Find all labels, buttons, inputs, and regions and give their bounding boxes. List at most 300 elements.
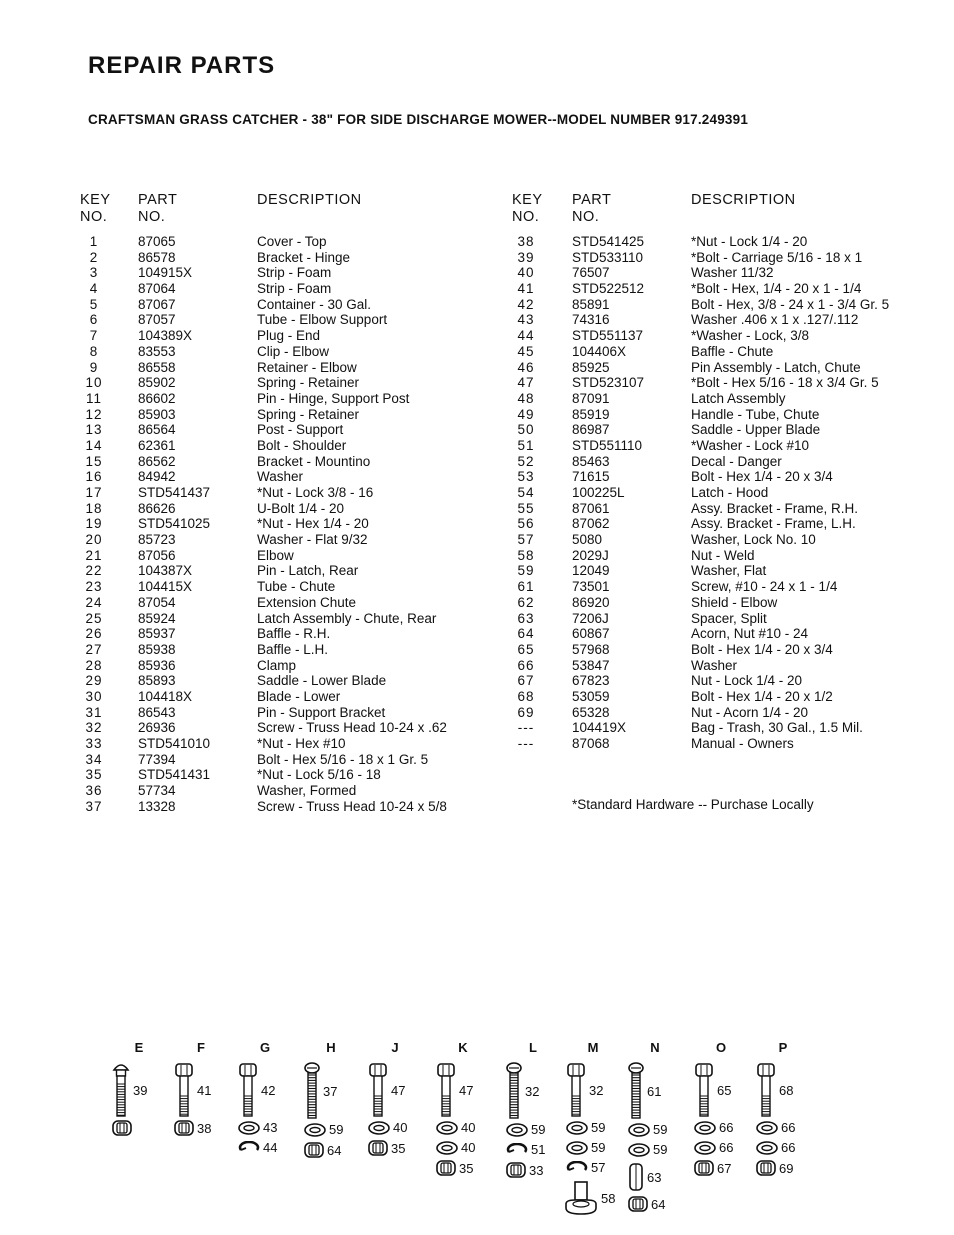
hardware-item (506, 1142, 545, 1157)
part-description: Tube - Elbow Support (257, 312, 388, 328)
hardware-key-number: 35 (459, 1160, 474, 1176)
hardware-key-number: 32 (589, 1082, 604, 1098)
nut-icon (628, 1196, 648, 1212)
key-no: 2 (89, 249, 99, 265)
hardware-key-number: 58 (601, 1190, 616, 1206)
hardware-key-number: 40 (461, 1140, 476, 1155)
part-no: STD551110 (572, 437, 643, 453)
key-no: 55 (517, 500, 535, 516)
hardware-group (364, 1040, 426, 1210)
part-no: 85891 (572, 296, 610, 312)
hardware-item (566, 1062, 603, 1118)
part-description: Bracket - Mountino (257, 453, 371, 469)
screw-icon (628, 1062, 644, 1120)
part-description: Nut - Acorn 1/4 - 20 (691, 704, 809, 720)
washer-icon (756, 1121, 778, 1135)
part-no: 60867 (572, 626, 610, 642)
hardware-key-number: 32 (525, 1083, 540, 1099)
washer-icon (694, 1141, 716, 1155)
key-no: 1 (89, 234, 99, 249)
key-no: 50 (517, 422, 535, 438)
part-no: 87061 (572, 500, 610, 516)
part-description: Nut - Weld (691, 547, 755, 563)
part-no: 87091 (572, 390, 610, 406)
hardware-item (436, 1062, 473, 1118)
key-no: 34 (85, 751, 103, 767)
hardware-item (304, 1062, 337, 1120)
part-description: Cover - Top (257, 234, 327, 249)
hardware-item (566, 1120, 605, 1135)
washer-icon (238, 1121, 260, 1135)
part-no: STD541437 (138, 485, 211, 500)
part-no: 104389X (138, 328, 193, 344)
hardware-item (628, 1062, 661, 1120)
part-no: 85463 (572, 453, 610, 469)
hardware-group-letter: L (529, 1040, 537, 1055)
hardware-key-number: 44 (263, 1140, 278, 1155)
hardware-key-number: 33 (529, 1162, 544, 1178)
key-no: 28 (85, 657, 103, 673)
key-no: 10 (85, 375, 103, 391)
screw-icon (506, 1062, 522, 1120)
hardware-group-letter: K (458, 1040, 468, 1055)
part-no: 104419X (572, 720, 627, 736)
key-no: 69 (517, 704, 535, 720)
screw-icon (304, 1062, 320, 1120)
key-no: 65 (517, 641, 535, 657)
part-description: Pin Assembly - Latch, Chute (691, 359, 861, 375)
washer-icon (628, 1143, 650, 1157)
hardware-group-letter: M (587, 1040, 599, 1055)
hardware-item (436, 1120, 475, 1135)
hardware-key-number: 66 (719, 1120, 734, 1135)
hardware-key-number: 65 (717, 1082, 732, 1098)
hardware-key-number: 63 (647, 1169, 662, 1185)
key-no: 31 (85, 704, 103, 720)
hardware-key-number: 40 (393, 1120, 408, 1135)
part-description: Bolt - Hex 1/4 - 20 x 1/2 (691, 688, 833, 704)
hardware-group-letter: F (197, 1040, 205, 1055)
part-description: *Nut - Lock 1/4 - 20 (691, 234, 808, 249)
key-no: 36 (85, 783, 103, 799)
part-no: STD541431 (138, 767, 211, 783)
part-description: Decal - Danger (691, 453, 782, 469)
hex-bolt-icon (368, 1062, 388, 1118)
part-no: 86987 (572, 422, 610, 438)
hardware-item (436, 1140, 475, 1155)
part-description: Bolt - Shoulder (257, 437, 347, 453)
part-description: Pin - Latch, Rear (257, 563, 359, 579)
washer-icon (368, 1121, 390, 1135)
washer-icon (628, 1123, 650, 1137)
hex-bolt-icon (566, 1062, 586, 1118)
key-no: 42 (517, 296, 535, 312)
part-description: Bolt - Hex, 3/8 - 24 x 1 - 3/4 Gr. 5 (691, 296, 890, 312)
standard-hardware-footnote: *Standard Hardware -- Purchase Locally (572, 797, 814, 812)
hardware-item (756, 1140, 795, 1155)
part-no: 86920 (572, 594, 610, 610)
key-no: 46 (517, 359, 535, 375)
part-no: 85919 (572, 406, 610, 422)
key-no: 63 (517, 610, 535, 626)
part-no: STD541425 (572, 234, 645, 249)
key-no: 66 (517, 657, 535, 673)
hardware-key-number: 64 (651, 1196, 666, 1212)
key-no: 44 (517, 328, 535, 344)
part-description: Bolt - Hex 1/4 - 20 x 3/4 (691, 469, 833, 485)
part-no: 85936 (138, 657, 176, 673)
key-no: 57 (517, 532, 535, 548)
hardware-key-number: 59 (653, 1142, 668, 1157)
lock-washer-icon (238, 1141, 260, 1155)
washer-icon (436, 1121, 458, 1135)
nut-icon (304, 1142, 324, 1158)
header-description: DESCRIPTION (257, 192, 362, 208)
part-description: Screw, #10 - 24 x 1 - 1/4 (691, 579, 838, 595)
hardware-group (624, 1040, 686, 1210)
part-no: 73501 (572, 579, 610, 595)
part-description: Clamp (257, 657, 297, 673)
part-no: 86558 (138, 359, 176, 375)
part-no: STD541010 (138, 736, 211, 751)
hardware-key-number: 66 (719, 1140, 734, 1155)
part-no: 71615 (572, 469, 610, 485)
part-no: 2029J (572, 547, 609, 563)
part-no: 87065 (138, 234, 176, 249)
hardware-key-number: 35 (391, 1140, 406, 1156)
part-no: 85925 (572, 359, 610, 375)
hex-bolt-icon (436, 1062, 456, 1118)
key-no: 23 (85, 579, 103, 595)
part-description: Acorn, Nut #10 - 24 (691, 626, 809, 642)
hex-bolt-icon (694, 1062, 714, 1118)
nut-icon (436, 1160, 456, 1176)
hardware-item (756, 1062, 793, 1118)
part-no: 83553 (138, 343, 176, 359)
part-no: 87064 (138, 281, 176, 297)
hardware-group (690, 1040, 752, 1210)
part-no: 85937 (138, 626, 176, 642)
hardware-key-number: 66 (781, 1140, 796, 1155)
part-description: Tube - Chute (257, 579, 336, 595)
hardware-item (506, 1162, 543, 1178)
hardware-group (432, 1040, 494, 1210)
key-no: --- (517, 720, 535, 736)
hardware-group-letter: P (778, 1040, 788, 1055)
part-description: Handle - Tube, Chute (691, 406, 820, 422)
hardware-item (564, 1180, 615, 1216)
hardware-key-number: 40 (461, 1120, 476, 1135)
hardware-group (300, 1040, 362, 1210)
part-description: Bolt - Hex 1/4 - 20 x 3/4 (691, 641, 833, 657)
part-description: Screw - Truss Head 10-24 x 5/8 (257, 798, 447, 814)
key-no: 14 (85, 437, 103, 453)
part-description: Bracket - Hinge (257, 249, 351, 265)
key-no: 58 (517, 547, 535, 563)
key-no: 5 (89, 296, 99, 312)
part-no: 86578 (138, 249, 176, 265)
part-description: Post - Support (257, 422, 344, 438)
hardware-key-number: 39 (133, 1082, 148, 1098)
part-description: Strip - Foam (257, 281, 332, 297)
part-no: 104418X (138, 688, 193, 704)
part-description: Spacer, Split (691, 610, 767, 626)
part-no: STD522512 (572, 281, 645, 297)
part-no: 84942 (138, 469, 176, 485)
part-no: STD533110 (572, 249, 644, 265)
key-no: 41 (517, 281, 535, 297)
part-no: 62361 (138, 437, 176, 453)
hardware-key-number: 61 (647, 1083, 662, 1099)
lock-washer-icon (566, 1161, 588, 1175)
part-no: 13328 (138, 798, 176, 814)
key-no: 62 (517, 594, 535, 610)
header-key-no: KEY NO. (512, 192, 543, 225)
hardware-group (170, 1040, 232, 1210)
part-description: Washer 11/32 (691, 265, 774, 281)
key-no: 56 (517, 516, 535, 532)
washer-icon (694, 1121, 716, 1135)
key-no: 19 (85, 516, 103, 532)
hardware-item (238, 1062, 275, 1118)
part-description: Plug - End (257, 328, 321, 344)
part-description: *Nut - Lock 5/16 - 18 (257, 767, 381, 783)
hardware-key-number: 41 (197, 1082, 212, 1098)
hardware-item (566, 1160, 605, 1175)
part-description: Latch Assembly - Chute, Rear (257, 610, 437, 626)
hardware-group (108, 1040, 170, 1210)
part-no: 104915X (138, 265, 193, 281)
key-no: 21 (85, 547, 103, 563)
hardware-item (238, 1140, 277, 1155)
part-no: 53847 (572, 657, 610, 673)
part-no: STD551137 (572, 328, 644, 344)
key-no: 43 (517, 312, 535, 328)
hardware-item (694, 1140, 733, 1155)
part-no: 104415X (138, 579, 193, 595)
weld-nut-icon (564, 1180, 598, 1216)
hardware-key-number: 47 (391, 1082, 406, 1098)
part-description: Extension Chute (257, 594, 357, 610)
part-description: Bag - Trash, 30 Gal., 1.5 Mil. (691, 720, 863, 736)
washer-icon (566, 1121, 588, 1135)
part-description: Manual - Owners (691, 736, 794, 751)
part-no: 87062 (572, 516, 610, 532)
part-description: Washer, Flat (691, 563, 767, 579)
hardware-key-number: 67 (717, 1160, 732, 1176)
key-no: 67 (517, 673, 535, 689)
key-no: 30 (85, 688, 103, 704)
key-no: 51 (517, 437, 535, 453)
part-description: Spring - Retainer (257, 375, 360, 391)
hardware-item (304, 1142, 341, 1158)
part-description: *Washer - Lock, 3/8 (691, 328, 810, 344)
key-no: 68 (517, 688, 535, 704)
key-no: 35 (85, 767, 103, 783)
part-description: *Nut - Hex #10 (257, 736, 346, 751)
part-description: Washer (257, 469, 304, 485)
part-no: 100225L (572, 485, 625, 500)
key-no: 3 (89, 265, 99, 281)
key-no: 26 (85, 626, 103, 642)
part-description: Washer - Flat 9/32 (257, 532, 368, 548)
key-no: 61 (517, 579, 535, 595)
hardware-group (234, 1040, 296, 1210)
hardware-item (368, 1140, 405, 1156)
part-description: *Bolt - Hex, 1/4 - 20 x 1 - 1/4 (691, 281, 862, 297)
hex-bolt-icon (174, 1062, 194, 1118)
part-no: 85723 (138, 532, 176, 548)
part-no: 86626 (138, 500, 176, 516)
hardware-key-number: 38 (197, 1120, 212, 1136)
part-no: 85924 (138, 610, 176, 626)
hardware-group (562, 1040, 624, 1210)
part-no: 87068 (572, 736, 610, 751)
hardware-key-number: 59 (531, 1122, 546, 1137)
part-description: Assy. Bracket - Frame, R.H. (691, 500, 859, 516)
part-description: Container - 30 Gal. (257, 296, 372, 312)
washer-icon (756, 1141, 778, 1155)
part-description: Washer (691, 657, 738, 673)
part-no: 85938 (138, 641, 176, 657)
header-description: DESCRIPTION (691, 192, 796, 208)
hardware-group-letter: J (391, 1040, 399, 1055)
part-description: U-Bolt 1/4 - 20 (257, 500, 345, 516)
part-no: 57968 (572, 641, 610, 657)
hardware-item (506, 1062, 539, 1120)
hardware-key-number: 37 (323, 1083, 338, 1099)
carriage-bolt-icon (112, 1062, 130, 1118)
part-description: Latch - Hood (691, 485, 769, 500)
part-description: Washer, Formed (257, 783, 357, 799)
part-description: Baffle - Chute (691, 343, 774, 359)
hardware-item (628, 1162, 661, 1192)
hardware-key-number: 68 (779, 1082, 794, 1098)
part-description: Assy. Bracket - Frame, L.H. (691, 516, 856, 532)
key-no: 18 (85, 500, 103, 516)
hardware-key-number: 47 (459, 1082, 474, 1098)
part-no: 85902 (138, 375, 176, 391)
part-description: Baffle - R.H. (257, 626, 331, 642)
key-no: 33 (85, 736, 103, 751)
part-description: *Nut - Hex 1/4 - 20 (257, 516, 369, 532)
part-no: 7206J (572, 610, 609, 626)
washer-icon (566, 1141, 588, 1155)
part-no: 76507 (572, 265, 610, 281)
part-no: 85893 (138, 673, 176, 689)
hardware-key-number: 69 (779, 1160, 794, 1176)
header-part-no: PART NO. (138, 192, 178, 225)
part-no: STD541025 (138, 516, 211, 532)
part-no: 87067 (138, 296, 176, 312)
hardware-group-letter: N (650, 1040, 660, 1055)
hardware-group (502, 1040, 564, 1210)
part-no: 53059 (572, 688, 610, 704)
hardware-key-number: 51 (531, 1142, 546, 1157)
hardware-item (628, 1196, 665, 1212)
key-no: 11 (85, 390, 102, 406)
key-no: 54 (517, 485, 535, 500)
part-description: Screw - Truss Head 10-24 x .62 (257, 720, 447, 736)
part-description: Pin - Hinge, Support Post (257, 390, 410, 406)
part-no: 5080 (572, 532, 603, 548)
hardware-item (304, 1122, 343, 1137)
part-no: STD523107 (572, 375, 645, 391)
hardware-item (174, 1120, 211, 1136)
hardware-item (756, 1160, 793, 1176)
part-description: Strip - Foam (257, 265, 332, 281)
key-no: 38 (517, 234, 535, 249)
nut-icon (694, 1160, 714, 1176)
nut-icon (506, 1162, 526, 1178)
key-no: 16 (85, 469, 103, 485)
part-no: 67823 (572, 673, 610, 689)
part-no: 74316 (572, 312, 610, 328)
washer-icon (436, 1141, 458, 1155)
hardware-item (368, 1062, 405, 1118)
hardware-item (694, 1062, 731, 1118)
hardware-key-number: 64 (327, 1142, 342, 1158)
key-no: 45 (517, 343, 535, 359)
part-no: 87054 (138, 594, 176, 610)
key-no: 47 (517, 375, 535, 391)
spacer-icon (628, 1162, 644, 1192)
hardware-item (694, 1120, 733, 1135)
part-description: *Bolt - Carriage 5/16 - 18 x 1 (691, 249, 863, 265)
washer-icon (506, 1123, 528, 1137)
part-description: Clip - Elbow (257, 343, 330, 359)
part-no: 65328 (572, 704, 610, 720)
hardware-group-letter: O (715, 1040, 727, 1055)
part-no: 77394 (138, 751, 176, 767)
hardware-diagram (0, 1040, 954, 1210)
part-description: *Nut - Lock 3/8 - 16 (257, 485, 374, 500)
key-no: 13 (85, 422, 103, 438)
part-no: 57734 (138, 783, 176, 799)
key-no: 39 (517, 249, 535, 265)
key-no: --- (517, 736, 535, 751)
nut-icon (368, 1140, 388, 1156)
part-description: Elbow (257, 547, 294, 563)
part-description: Latch Assembly (691, 390, 786, 406)
key-no: 40 (517, 265, 535, 281)
part-description: Pin - Support Bracket (257, 704, 386, 720)
key-no: 64 (517, 626, 535, 642)
key-no: 20 (85, 532, 103, 548)
hardware-item (238, 1120, 277, 1135)
part-no: 86564 (138, 422, 176, 438)
washer-icon (304, 1123, 326, 1137)
key-no: 59 (517, 563, 535, 579)
header-key-no: KEY NO. (80, 192, 111, 225)
hardware-group-letter: H (326, 1040, 336, 1055)
key-no: 22 (85, 563, 103, 579)
hardware-item (368, 1120, 407, 1135)
part-description: Nut - Lock 1/4 - 20 (691, 673, 803, 689)
part-description: *Washer - Lock #10 (691, 437, 810, 453)
hardware-group-letter: E (134, 1040, 144, 1055)
part-description: Saddle - Lower Blade (257, 673, 387, 689)
hex-bolt-icon (238, 1062, 258, 1118)
part-no: 87056 (138, 547, 176, 563)
nut-icon (112, 1120, 132, 1136)
hardware-item (628, 1122, 667, 1137)
part-no: 86543 (138, 704, 176, 720)
part-no: 86602 (138, 390, 176, 406)
hardware-key-number: 59 (329, 1122, 344, 1137)
key-no: 4 (89, 281, 99, 297)
hex-bolt-icon (756, 1062, 776, 1118)
